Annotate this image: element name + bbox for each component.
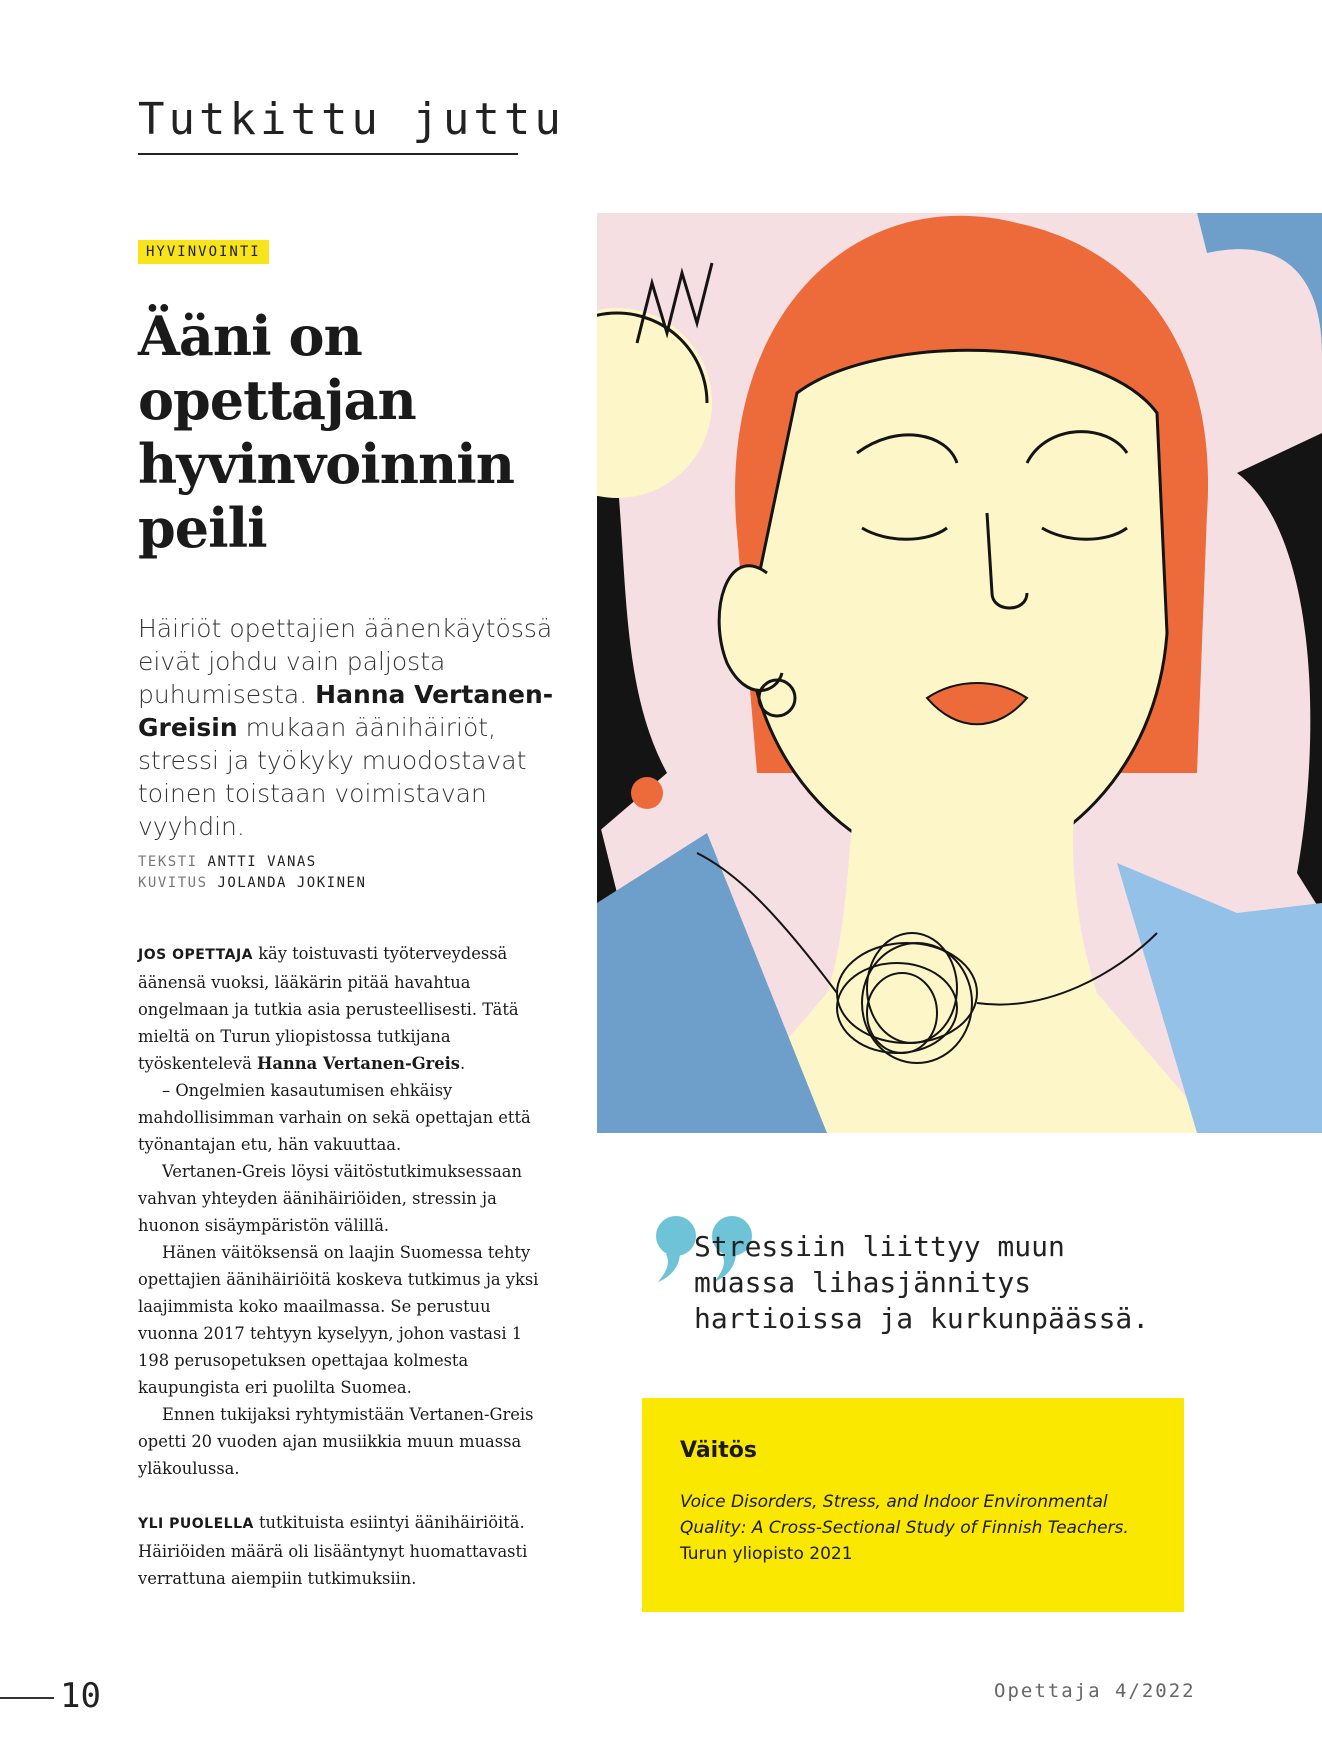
- byline-illustration: [138, 873, 558, 894]
- thesis-title: Voice Disorders, Stress, and Indoor Environmental Quality: A Cross-Sectional Study of Finnish Teachers.: [680, 1492, 1129, 1538]
- illustrator-name: JOLANDA JOKINEN: [217, 875, 367, 891]
- byline-label: TEKSTI: [138, 854, 198, 870]
- body-text: tutkituista esiintyi äänihäiriöitä. Häiriöiden määrä oli lisääntynyt huomattavasti verrattuna aiempiin tutkimuksiin.: [138, 1513, 528, 1588]
- body-paragraph: Vertanen-Greis löysi väitöstutkimuksessaan vahvan yhteyden äänihäiriöiden, stressin ja huonon sisäympäristön välillä.: [138, 1162, 522, 1235]
- pull-quote: [694, 1229, 1234, 1337]
- info-box-title: Väitös: [680, 1438, 757, 1463]
- lead-bold-name: Hanna Vertanen-Greisin: [138, 680, 554, 742]
- pull-quote-line: hartioissa ja kurkunpäässä.: [694, 1302, 1150, 1335]
- info-box-reference: [680, 1489, 1146, 1567]
- illustration-woman-with-tangle: [597, 213, 1322, 1133]
- lead-paragraph: [138, 612, 568, 843]
- body-paragraph: – Ongelmien kasautumisen ehkäisy mahdollisimman varhain on sekä opettajan että työnantajan etu, hän vakuuttaa.: [138, 1081, 531, 1154]
- paragraph-lead-caps: JOS OPETTAJA: [138, 947, 254, 963]
- body-paragraph: Ennen tukijaksi ryhtymistään Vertanen-Greis opetti 20 vuoden ajan musiikkia muun muassa yläkoulussa.: [138, 1405, 534, 1478]
- info-box: [642, 1398, 1184, 1612]
- headline-line: hyvinvoinnin: [138, 432, 514, 496]
- headline-line: peili: [138, 496, 267, 560]
- headline-line: opettajan: [138, 368, 416, 432]
- body-paragraph: [138, 1509, 540, 1592]
- category-tag: HYVINVOINTI: [138, 240, 269, 264]
- body-paragraph: Hänen väitöksensä on laajin Suomessa tehty opettajien äänihäiriöitä koskeva tutkimus ja yksi laajimmista koko maailmassa. Se perustuu vuonna 2017 tehtyyn kyselyyn, johon vastasi 1 198 perusopetuksen opettajaa kolmesta kaupungista eri puolilta Suomea.: [138, 1243, 539, 1397]
- headline-line: Ääni on: [138, 304, 362, 368]
- page-number: 10: [60, 1676, 101, 1716]
- body-text: .: [459, 1054, 466, 1073]
- pull-quote-line: muassa lihasjännitys: [694, 1266, 1032, 1299]
- body-text: käy toistuvasti työterveydessä äänensä vuoksi, lääkärin pitää havahtua ongelmaan ja tutkia asia perusteellisesti. Tätä mieltä on Turun yliopistossa tutkijana työskentelevä: [138, 944, 519, 1073]
- byline-label: KUVITUS: [138, 875, 208, 891]
- body-bold-name: Hanna Vertanen-Greis: [257, 1054, 460, 1073]
- section-title: Tutkittu juttu: [138, 94, 518, 155]
- headline: [138, 304, 578, 560]
- article-body: [138, 940, 540, 1592]
- pull-quote-line: Stressiin liittyy muun: [694, 1230, 1065, 1263]
- body-paragraph: [138, 940, 540, 1077]
- paragraph-lead-caps: YLI PUOLELLA: [138, 1516, 254, 1532]
- byline-text: [138, 852, 558, 873]
- byline: [138, 852, 558, 894]
- thesis-publisher: Turun yliopisto 2021: [680, 1544, 853, 1564]
- lead-text: Häiriöt opettajien äänenkäytössä eivät johdu vain paljosta puhumisesta.: [138, 614, 553, 709]
- footer-rule: [0, 1697, 54, 1699]
- lead-text: mukaan äänihäiriöt, stressi ja työkyky muodostavat toinen toistaan voimistavan vyyhdin.: [138, 713, 527, 841]
- author-name: ANTTI VANAS: [207, 854, 317, 870]
- illustration: [597, 213, 1322, 1133]
- magazine-issue: Opettaja 4/2022: [994, 1680, 1196, 1702]
